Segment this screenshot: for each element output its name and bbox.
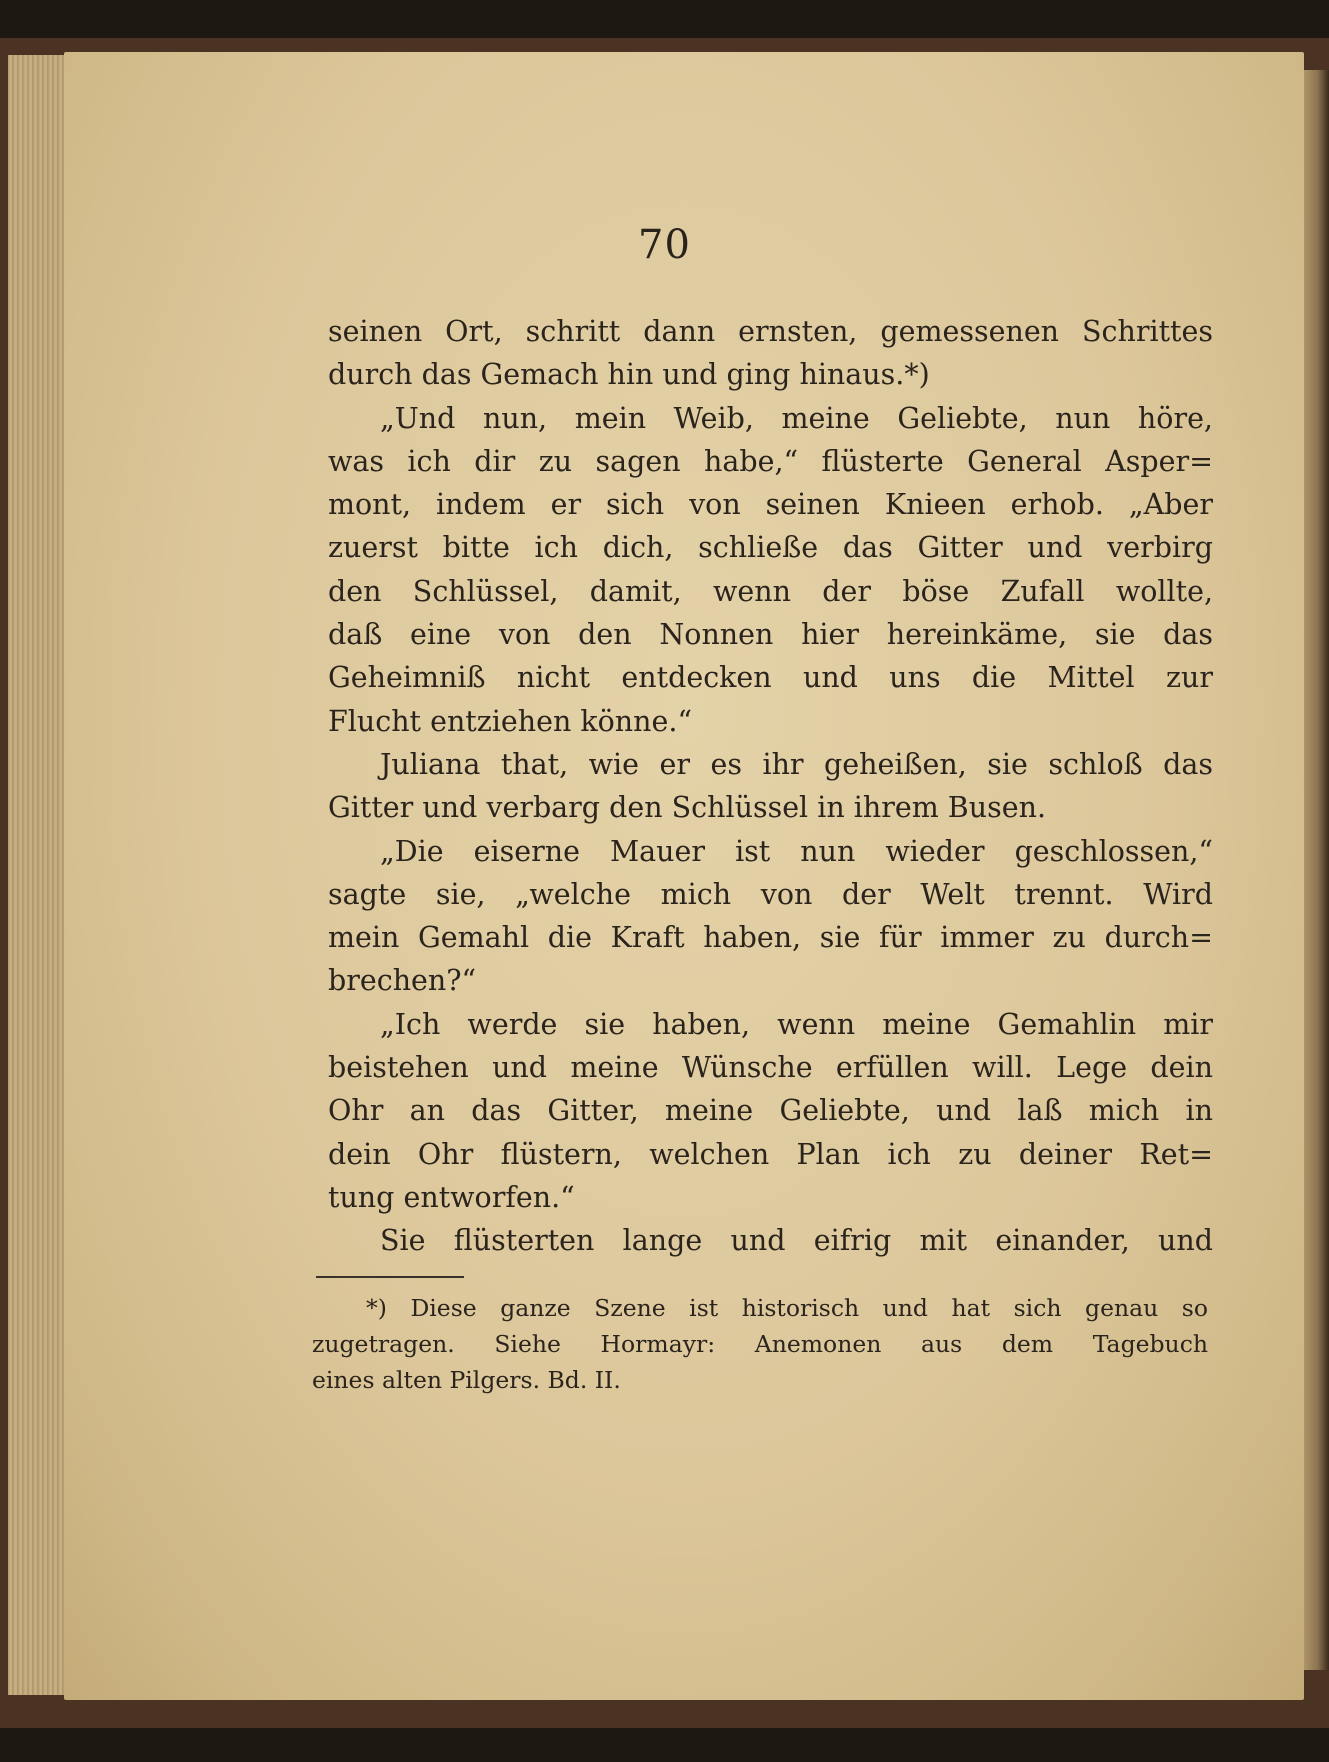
footnote-line: eines alten Pilgers. Bd. II. [312, 1366, 621, 1394]
text-line: Ohr an das Gitter, meine Geliebte, und laß mich in [328, 1094, 1213, 1128]
text-line: durch das Gemach hin und ging hinaus.*) [328, 358, 930, 392]
text-line: mein Gemahl die Kraft haben, sie für immer zu durch= [328, 921, 1213, 955]
text-line: den Schlüssel, damit, wenn der böse Zufall wollte, [328, 574, 1213, 608]
text-line: beistehen und meine Wünsche erfüllen will. Lege dein [328, 1051, 1213, 1085]
text-line: „Die eiserne Mauer ist nun wieder geschlossen,“ [380, 834, 1213, 868]
text-line: mont, indem er sich von seinen Knieen erhob. „Aber [328, 488, 1213, 522]
page-number: 70 [638, 222, 691, 268]
text-line: Juliana that, wie er es ihr geheißen, sie schloß das [380, 747, 1213, 781]
text-line: Flucht entziehen könne.“ [328, 704, 693, 738]
text-line: was ich dir zu sagen habe,“ flüsterte General Asper= [328, 444, 1213, 478]
footnote-line: *) Diese ganze Szene ist historisch und hat sich genau so [366, 1294, 1208, 1322]
text-line: Geheimniß nicht entdecken und uns die Mittel zur [328, 661, 1213, 695]
text-line: Sie flüsterten lange und eifrig mit einander, und [380, 1224, 1213, 1258]
right-page-edge [1300, 70, 1329, 1670]
text-line: tung entworfen.“ [328, 1180, 575, 1214]
text-line: „Und nun, mein Weib, meine Geliebte, nun höre, [380, 401, 1213, 435]
page-stack-edge [8, 55, 68, 1695]
body-text [328, 310, 1213, 1263]
footnote-rule [316, 1276, 464, 1278]
text-line: seinen Ort, schritt dann ernsten, gemessenen Schrittes [328, 315, 1213, 348]
text-line: sagte sie, „welche mich von der Welt trennt. Wird [328, 877, 1213, 911]
text-line: dein Ohr flüstern, welchen Plan ich zu deiner Ret= [328, 1137, 1213, 1171]
text-line: daß eine von den Nonnen hier hereinkäme, sie das [328, 618, 1213, 652]
footnote-line: zugetragen. Siehe Hormayr: Anemonen aus dem Tagebuch [312, 1330, 1208, 1358]
footnote [312, 1290, 1208, 1398]
text-line: zuerst bitte ich dich, schließe das Gitter und verbirg [328, 531, 1213, 565]
text-line: „Ich werde sie haben, wenn meine Gemahlin mir [380, 1007, 1213, 1041]
text-line: Gitter und verbarg den Schlüssel in ihrem Busen. [328, 791, 1047, 825]
text-line: brechen?“ [328, 964, 477, 998]
